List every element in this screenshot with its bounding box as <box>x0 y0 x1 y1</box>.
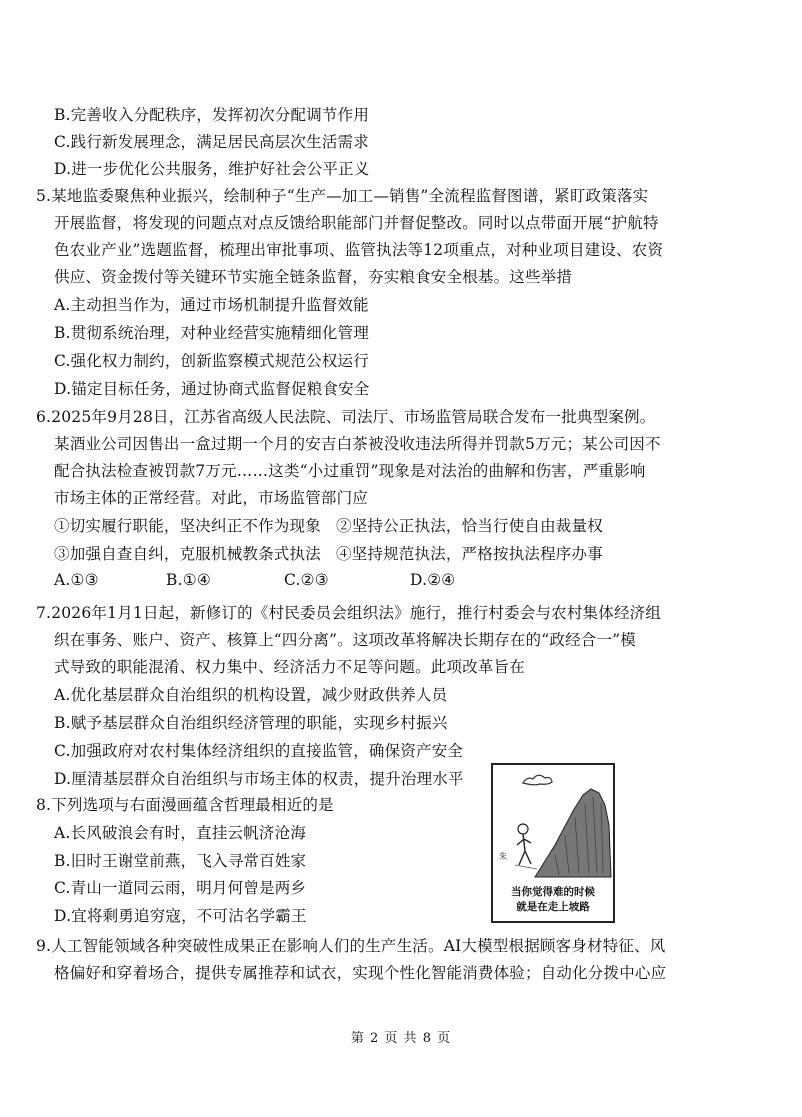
q8-option-b: B.旧时王谢堂前燕，飞入寻常百姓家 <box>54 852 307 870</box>
q6-option-d: D.②④ <box>410 571 456 589</box>
q6-statement-2: ②坚持公正执法，恰当行使自由裁量权 <box>336 517 603 535</box>
comic-caption <box>493 885 613 915</box>
comic-caption-line-1: 当你觉得难的时候 <box>511 886 595 898</box>
comic-signature: 朱 <box>499 852 507 861</box>
q9-stem-line-1: 9.人工智能领域各种突破性成果正在影响人们的生产生活。AI大模型根据顾客身材特征、风 <box>36 937 666 955</box>
q5-stem-line-3: 色农业产业”选题监督，梳理出审批事项、监管执法等12项重点，对种业项目建设、农资 <box>54 241 664 259</box>
page-number: 第 2 页 共 8 页 <box>350 1031 452 1046</box>
q6-option-a: A.①③ <box>54 571 99 589</box>
q8-option-c: C.青山一道同云雨，明月何曾是两乡 <box>54 879 307 897</box>
q5-stem-line-1: 5.某地监委聚焦种业振兴，绘制种子“生产—加工—销售”全流程监督图谱，紧盯政策落实 <box>36 187 649 205</box>
q6-stem-line-4: 市场主体的正常经营。对此，市场监管部门应 <box>54 489 369 507</box>
q6-stem-line-1: 6.2025年9月28日，江苏省高级人民法院、司法厅、市场监管局联合发布一批典型案例。 <box>36 408 656 426</box>
q5-stem-line-4: 供应、资金拨付等关键环节实施全链条监督，夯实粮食安全根基。这些举措 <box>54 268 573 286</box>
q6-statement-4: ④坚持规范执法，严格按执法程序办事 <box>336 545 603 563</box>
q7-stem-line-1: 7.2026年1月1日起，新修订的《村民委员会组织法》施行，推行村委会与农村集体经济组 <box>36 604 662 622</box>
q6-option-b: B.①④ <box>166 571 211 589</box>
option-d-prev: D.进一步优化公共服务，维护好社会公平正义 <box>54 160 370 178</box>
q7-option-c: C.加强政府对农村集体经济组织的直接监管，确保资产安全 <box>54 742 464 760</box>
comic-caption-line-2: 就是在走上坡路 <box>516 901 590 913</box>
option-b-prev: B.完善收入分配秩序，发挥初次分配调节作用 <box>54 106 370 124</box>
q7-stem-line-3: 式导致的职能混淆、权力集中、经济活力不足等问题。此项改革旨在 <box>54 658 526 676</box>
q6-statement-1: ①切实履行职能，坚决纠正不作为现象 <box>54 517 321 535</box>
q6-option-c: C.②③ <box>284 571 329 589</box>
q5-option-a: A.主动担当作为，通过市场机制提升监督效能 <box>54 296 369 314</box>
option-c-prev: C.践行新发展理念，满足居民高层次生活需求 <box>54 133 369 151</box>
q6-stem-line-2: 某酒业公司因售出一盒过期一个月的安吉白茶被没收违法所得并罚款5万元；某公司因不 <box>54 435 661 453</box>
comic-illustration <box>491 763 615 923</box>
q6-stem-line-3: 配合执法检查被罚款7万元……这类“小过重罚”现象是对法治的曲解和伤害，严重影响 <box>54 462 646 480</box>
q8-option-d: D.宜将剩勇追穷寇，不可沽名学霸王 <box>54 907 307 925</box>
q7-option-b: B.赋予基层群众自治组织经济管理的职能，实现乡村振兴 <box>54 714 448 732</box>
q7-option-a: A.优化基层群众自治组织的机构设置，减少财政供养人员 <box>54 686 448 704</box>
q5-stem-line-2: 开展监督，将发现的问题点对点反馈给职能部门并督促整改。同时以点带面开展“护航特 <box>54 214 659 232</box>
q7-option-d: D.厘清基层群众自治组织与市场主体的权责，提升治理水平 <box>54 770 464 788</box>
q5-option-b: B.贯彻系统治理，对种业经营实施精细化管理 <box>54 324 370 342</box>
q5-option-d: D.锚定目标任务，通过协商式监督促粮食安全 <box>54 380 370 398</box>
q9-stem-line-2: 格偏好和穿着场合，提供专属推荐和试衣，实现个性化智能消费体验；自动化分拨中心应 <box>54 964 667 982</box>
q8-stem: 8.下列选项与右面漫画蕴含哲理最相近的是 <box>36 796 334 814</box>
q5-option-c: C.强化权力制约，创新监察模式规范公权运行 <box>54 352 369 370</box>
q7-stem-line-2: 织在事务、账户、资产、核算上“四分离”。这项改革将解决长期存在的“政经合一”模 <box>54 631 636 649</box>
comic-drawing <box>493 765 613 885</box>
q8-option-a: A.长风破浪会有时，直挂云帆济沧海 <box>54 824 307 842</box>
q6-statement-3: ③加强自查自纠，克服机械教条式执法 <box>54 545 321 563</box>
